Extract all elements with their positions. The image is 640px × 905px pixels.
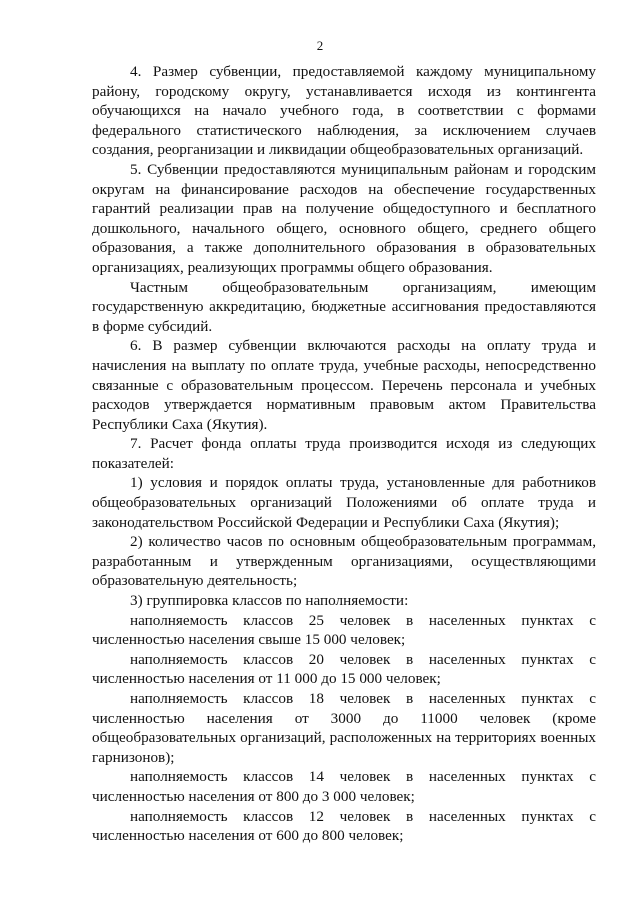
paragraph-private-organizations: Частным общеобразовательным организациям, имеющим государственную аккредитацию, бюджетные ассигнования предоставляются в форме субсидий. bbox=[92, 278, 596, 335]
class-size-12: наполняемость классов 12 человек в населенных пунктах с численностью населения от 600 до 800 человек; bbox=[92, 807, 596, 845]
list-item-1-payment-conditions: 1) условия и порядок оплаты труда, установленные для работников общеобразовательных организаций Положениями об оплате труда и законодательством Российской Федерации и Республики Саха (Якутия); bbox=[92, 474, 596, 531]
paragraph-6-subvention-expenses: 6. В размер субвенции включаются расходы на оплату труда и начисления на выплату по оплате труда, учебные расходы, непосредственно связанные с образовательным процессом. Перечень персонала и учебных расходов утверждается нормативным правовым актом Правительства Республики Саха (Якутия). bbox=[92, 337, 596, 433]
paragraph-4-subvention-size: 4. Размер субвенции, предоставляемой каждому муниципальному району, городскому округу, устанавливается исходя из контингента обучающихся на начало учебного года, в соответствии с формами федерального статистического наблюдения, за исключением случаев создания, реорганизации и ликвидации общеобразовательных организаций. bbox=[92, 63, 596, 159]
paragraph-5-subvention-purpose: 5. Субвенции предоставляются муниципальным районам и городским округам на финансирование расходов на обеспечение государственных гарантий реализации прав на получение общедоступного и бесплатного дошкольного, начального общего, основного общего, среднего общего образования, а также дополнительного образования в образовательных организациях, реализующих программы общего образования. bbox=[92, 160, 596, 276]
class-size-18: наполняемость классов 18 человек в населенных пунктах с численностью населения от 3000 до 11000 человек (кроме общеобразовательных организаций, расположенных на территориях военных гарнизонов); bbox=[92, 690, 596, 766]
paragraph-7-payroll-calculation: 7. Расчет фонда оплаты труда производится исходя из следующих показателей: bbox=[92, 435, 596, 472]
list-item-3-class-grouping: 3) группировка классов по наполняемости: bbox=[130, 592, 409, 610]
class-size-25: наполняемость классов 25 человек в населенных пунктах с численностью населения свыше 15 000 человек; bbox=[92, 611, 596, 649]
list-item-2-hours-count: 2) количество часов по основным общеобразовательным программам, разработанным и утвержденным организациями, осуществляющими образовательную деятельность; bbox=[92, 533, 596, 590]
class-size-20: наполняемость классов 20 человек в населенных пунктах с численностью населения от 11 000 до 15 000 человек; bbox=[92, 650, 596, 688]
document-body bbox=[92, 62, 596, 846]
class-size-14: наполняемость классов 14 человек в населенных пунктах с численностью населения от 800 до 3 000 человек; bbox=[92, 768, 596, 805]
page-number: 2 bbox=[316, 38, 324, 53]
